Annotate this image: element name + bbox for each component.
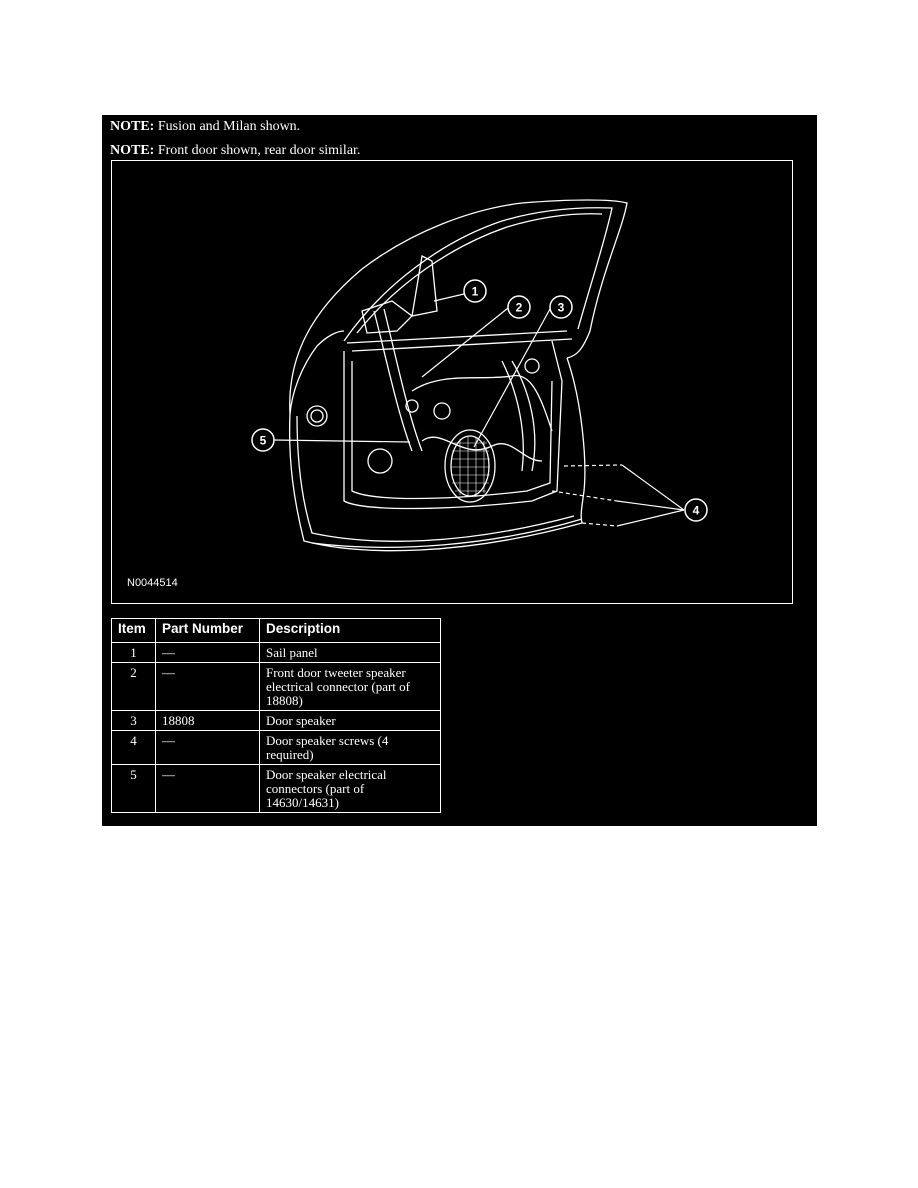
callout-2-label: 2 xyxy=(515,300,523,315)
table-header-row xyxy=(112,619,441,643)
cell-part: — xyxy=(156,643,260,663)
cell-item: 4 xyxy=(112,731,156,765)
cell-description: Sail panel xyxy=(260,643,441,663)
cell-item: 3 xyxy=(112,711,156,731)
note-label: NOTE: xyxy=(110,143,155,158)
cell-description: Door speaker screws (4 required) xyxy=(260,731,441,765)
cell-item: 5 xyxy=(112,765,156,813)
cell-part: 18808 xyxy=(156,711,260,731)
callout-1-label: 1 xyxy=(471,284,479,299)
note-front-door xyxy=(110,143,360,159)
cell-part: — xyxy=(156,731,260,765)
callout-4-label: 4 xyxy=(692,503,700,518)
note-text: Fusion and Milan shown. xyxy=(154,119,301,134)
table-row xyxy=(112,643,441,663)
cell-description: Door speaker electrical connectors (part of 14630/14631) xyxy=(260,765,441,813)
header-item: Item xyxy=(112,619,156,643)
figure-id: N0044514 xyxy=(127,577,178,589)
table-row xyxy=(112,663,441,711)
table-row xyxy=(112,711,441,731)
cell-description: Front door tweeter speaker electrical connector (part of 18808) xyxy=(260,663,441,711)
callout-5-label: 5 xyxy=(259,433,267,448)
header-description: Description xyxy=(260,619,441,643)
note-label: NOTE: xyxy=(110,119,155,134)
door-illustration-frame xyxy=(111,160,793,604)
note-fusion-milan xyxy=(110,119,300,135)
document-panel xyxy=(102,115,817,826)
door-illustration xyxy=(112,161,792,603)
cell-part: — xyxy=(156,663,260,711)
table-row xyxy=(112,765,441,813)
header-part-number: Part Number xyxy=(156,619,260,643)
parts-table xyxy=(111,618,441,813)
cell-part: — xyxy=(156,765,260,813)
cell-item: 2 xyxy=(112,663,156,711)
cell-item: 1 xyxy=(112,643,156,663)
note-text: Front door shown, rear door similar. xyxy=(154,143,361,158)
callout-3-label: 3 xyxy=(557,300,565,315)
table-row xyxy=(112,731,441,765)
cell-description: Door speaker xyxy=(260,711,441,731)
